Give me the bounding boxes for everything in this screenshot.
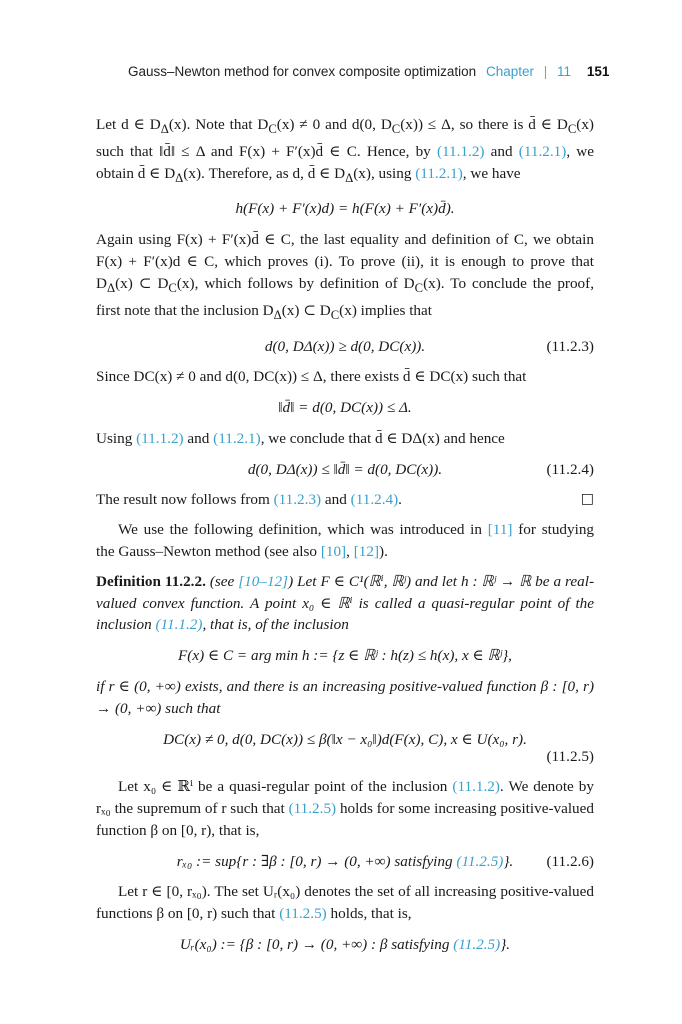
equation-number: (11.2.5) <box>546 748 594 766</box>
paragraph-5: The result now follows from (11.2.3) and (11.2.4). □ <box>96 489 594 511</box>
citation-link[interactable]: [11] <box>487 521 513 539</box>
eq-ref-link[interactable]: (11.1.2) <box>155 616 203 634</box>
definition-heading: Definition 11.2.2. <box>96 572 206 590</box>
eq-ref-link[interactable]: (11.2.1) <box>213 429 261 447</box>
equation-number: (11.2.3) <box>546 337 594 355</box>
running-header <box>128 64 610 79</box>
equation-display: F(x) ∈ C = arg min h := {z ∈ ℝʲ : h(z) ≤ h(x), x ∈ ℝʲ}, <box>178 647 512 665</box>
header-chapter-label: Chapter <box>485 64 534 79</box>
equation-number: (11.2.6) <box>546 852 594 870</box>
equation-display: h(F(x) + F′(x)d) = h(F(x) + F′(x)d̄). <box>235 200 455 218</box>
paragraph-6: We use the following definition, which was introduced in [11] for studying the Gauss–Newton method (see also [10], [12]). <box>96 521 595 561</box>
eq-ref-link[interactable]: (11.2.4) <box>350 491 399 509</box>
eq-ref-link[interactable]: (11.2.5) <box>279 905 327 923</box>
equation-11-2-3: d(0, DΔ(x)) ≥ d(0, DC(x)). (11.2.3) <box>96 336 594 358</box>
citation-link[interactable]: [12] <box>353 543 380 561</box>
header-separator: | <box>543 64 548 79</box>
header-title: Gauss–Newton method for convex composite optimization <box>128 64 477 79</box>
equation-11-2-5: DC(x) ≠ 0, d(0, DC(x)) ≤ β(‖x − x₀‖)d(F(x), C), x ∈ U(x₀, r). <box>163 730 527 748</box>
paragraph-9: Let r ∈ [0, rₓ₀). The set Uᵣ(x₀) denotes the set of all increasing positive-valued functions β on [0, r) such that (11.2.5) holds, that is, <box>96 883 594 923</box>
eq-ref-link[interactable]: (11.2.3) <box>273 491 322 509</box>
citation-link[interactable]: [10] <box>320 543 347 561</box>
equation-number: (11.2.4) <box>546 460 594 478</box>
eq-ref-link[interactable]: (11.2.1) <box>518 142 567 160</box>
definition-continuation: if r ∈ (0, +∞) exists, and there is an increasing positive-valued function β : [0, r) → (0, +∞) such that <box>96 678 594 717</box>
page-body <box>96 114 594 965</box>
eq-ref-link[interactable]: (11.2.5) <box>453 936 501 954</box>
paragraph-3: Since DC(x) ≠ 0 and d(0, DC(x)) ≤ Δ, there exists d̄ ∈ DC(x) such that <box>96 368 527 386</box>
citation-link[interactable]: [10–12] <box>238 572 289 590</box>
equation-11-2-4: d(0, DΔ(x)) ≤ ‖d̄‖ = d(0, DC(x)). (11.2.4) <box>96 459 594 481</box>
paragraph-1: Let d ∈ $D_\Delta(x)$. Note that $D_C(x) \ne 0$ and d(0, $D_C(x)) \le \Delta$, so there is d̄ ∈ $D_C(x)$ such that ‖d̄‖ ≤ Δ and F(x) + F′(x)d̄ ∈ C. Hence, by (11.1.2) and (11.2.1), we obtain d̄ ∈ $D_\Delta(x)$. Therefore, as d, d̄ ∈ $D_\Delta(x)$, using (11.2.1), we have <box>96 116 595 185</box>
eq-ref-link[interactable]: (11.1.2) <box>452 778 500 796</box>
eq-ref-link[interactable]: (11.1.2) <box>136 429 184 447</box>
page-number: 151 <box>586 64 610 79</box>
equation-display: Uᵣ(x₀) := {β : [0, r) → (0, +∞) : β satisfying (11.2.5)}. <box>179 936 511 954</box>
header-chapter-number: 11 <box>557 64 572 79</box>
paragraph-4: Using (11.1.2) and (11.2.1), we conclude that d̄ ∈ DΔ(x) and hence <box>96 429 505 447</box>
eq-ref-link[interactable]: (11.2.1) <box>415 164 463 182</box>
definition-11-2-2: Definition 11.2.2. (see [10–12]) Let F ∈ C¹(ℝⁱ, ℝʲ) and let h : ℝʲ → ℝ be a real-valued convex function. A point x₀ ∈ ℝⁱ is called a quasi-regular point of the inclusion (11.1.2), that is, of the inclusion <box>96 572 595 634</box>
eq-ref-link[interactable]: (11.2.5) <box>288 800 337 818</box>
eq-ref-link[interactable]: (11.2.5) <box>456 852 504 870</box>
eq-ref-link[interactable]: (11.1.2) <box>436 142 485 160</box>
qed-symbol: □ <box>580 491 594 508</box>
equation-display: ‖d̄‖ = d(0, DC(x)) ≤ Δ. <box>278 399 412 417</box>
paragraph-8: Let x₀ ∈ ℝⁱ be a quasi-regular point of the inclusion (11.1.2). We denote by rₓ₀ the supremum of r such that (11.2.5) holds for some increasing positive-valued function β on [0, r), that is, <box>96 778 594 839</box>
paragraph-2: Again using F(x) + F′(x)d̄ ∈ C, the last equality and definition of C, we obtain F(x) + F′(x)d ∈ C, which proves (i). To prove (ii), it is enough to prove that $D_\Delta(x)$ ⊂ $D_C(x)$, which follows by definition of $D_C(x)$. To conclude the proof, first note that the inclusion $D_\Delta(x)$ ⊂ $D_C(x)$ implies that <box>96 231 595 322</box>
equation-11-2-6: rₓ₀ := sup{r : ∃β : [0, r) → (0, +∞) satisfying (11.2.5)}. (11.2.6) <box>96 851 594 873</box>
